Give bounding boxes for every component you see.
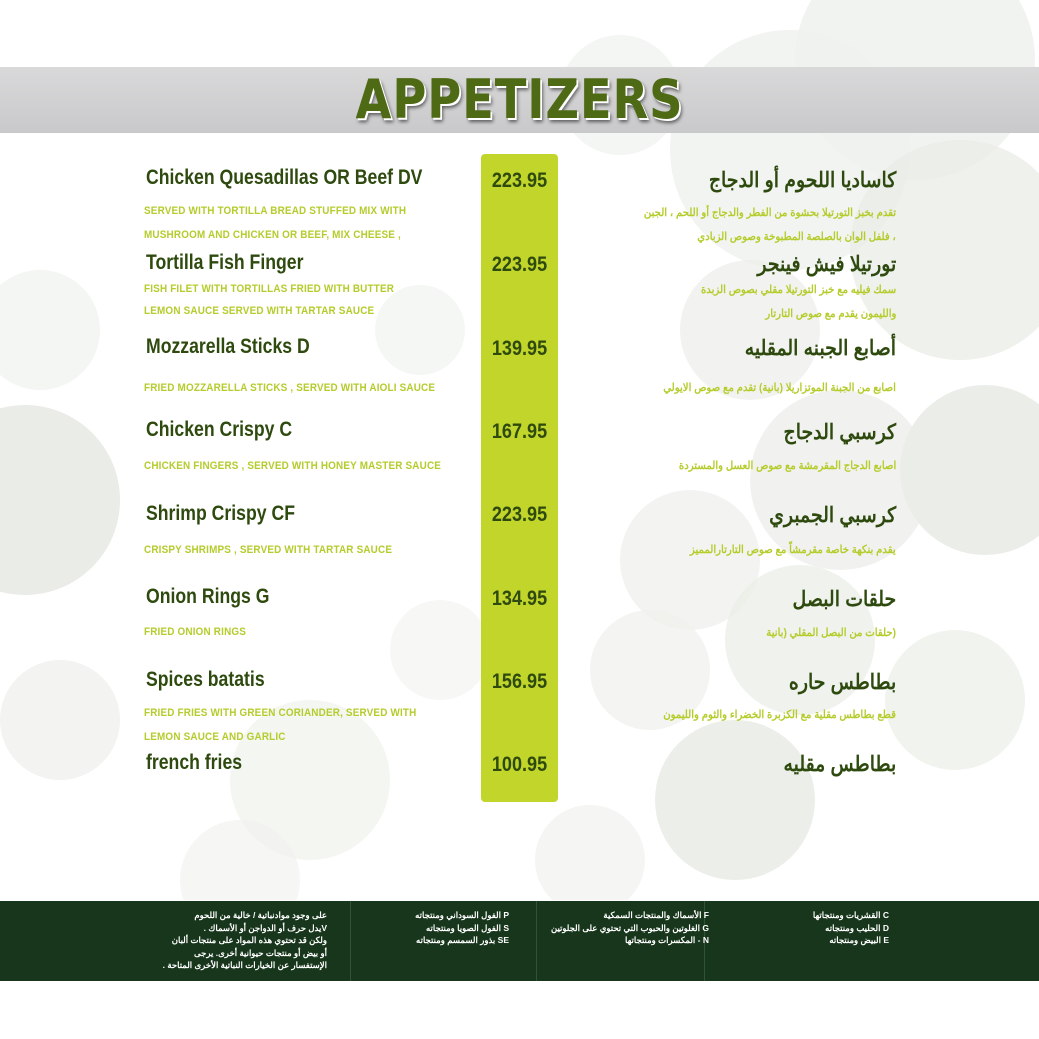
menu-item-description-ar: يقدم بنكهة خاصة مقرمشاً مع صوص التارتارالمميز bbox=[690, 544, 896, 556]
footer-divider bbox=[536, 901, 537, 981]
menu-item-description: FRIED ONION RINGS bbox=[144, 626, 247, 638]
menu-item-name-ar: كرسبي الدجاج bbox=[783, 421, 896, 444]
allergen-entry: E البيض ومنتجاته bbox=[829, 935, 889, 945]
menu-item-name: Chicken Crispy C bbox=[146, 418, 293, 441]
menu-item-description: MUSHROOM AND CHICKEN OR BEEF, MIX CHEESE , bbox=[144, 229, 401, 241]
allergen-entry: C القشريات ومنتجاتها bbox=[812, 910, 889, 920]
menu-item-description: FISH FILET WITH TORTILLAS FRIED WITH BUTTER bbox=[144, 283, 395, 295]
allergen-entry: P الفول السوداني ومنتجاته bbox=[415, 910, 509, 920]
menu-item-name-ar: كرسبي الجمبري bbox=[768, 504, 896, 527]
menu-item-price: 100.95 bbox=[491, 753, 548, 776]
page-title: APPETIZERS bbox=[355, 68, 684, 131]
menu-item-price: 223.95 bbox=[491, 253, 548, 276]
menu-item-description-ar: (حلقات من البصل المقلي (بانية bbox=[766, 627, 896, 639]
menu-item-name-ar: كاساديا اللحوم أو الدجاج bbox=[708, 169, 896, 192]
note-line: على وجود موادنباتية / خالية من اللحوم bbox=[194, 910, 327, 920]
menu-item-description: SERVED WITH TORTILLA BREAD STUFFED MIX WITH bbox=[144, 205, 407, 217]
menu-item-name: Chicken Quesadillas OR Beef DV bbox=[146, 166, 423, 189]
footer-divider bbox=[350, 901, 351, 981]
menu-item-name: Spices batatis bbox=[146, 668, 265, 691]
menu-item-price: 223.95 bbox=[491, 169, 548, 192]
menu-item-description: LEMON SAUCE AND GARLIC bbox=[144, 731, 286, 743]
menu-item-name: Mozzarella Sticks D bbox=[146, 335, 310, 358]
allergen-legend-column bbox=[551, 909, 709, 947]
allergen-entry: S الفول الصويا ومنتجاته bbox=[425, 922, 509, 933]
menu-item-description: CHICKEN FINGERS , SERVED WITH HONEY MASTER SAUCE bbox=[144, 460, 442, 472]
vegetarian-note bbox=[163, 909, 327, 972]
menu-item-name-ar: أصابع الجبنه المقليه bbox=[744, 337, 896, 360]
menu-item-price: 139.95 bbox=[491, 337, 548, 360]
menu-item-description-ar: اصابع الدجاج المقرمشة مع صوص العسل والمستردة bbox=[678, 460, 896, 472]
menu-item-description: FRIED FRIES WITH GREEN CORIANDER, SERVED WITH bbox=[144, 707, 417, 719]
menu-item-description-ar: قطع بطاطس مقلية مع الكزبرة الخضراء والثوم والليمون bbox=[663, 709, 896, 721]
allergen-entry: F الأسماك والمنتجات السمكية bbox=[603, 910, 709, 920]
allergen-entry: D الحليب ومنتجاته bbox=[825, 922, 889, 933]
menu-item-name: Tortilla Fish Finger bbox=[146, 251, 304, 274]
menu-item-name: french fries bbox=[146, 751, 243, 774]
menu-item-price: 134.95 bbox=[491, 587, 548, 610]
menu-item-name-ar: حلقات البصل bbox=[792, 588, 896, 611]
menu-item-description-ar: تقدم بخبز التورتيلا بحشوة من الفطر والدجاج أو اللحم ، الجبن bbox=[643, 207, 896, 219]
menu-item-price: 167.95 bbox=[491, 420, 548, 443]
menu-item-name: Shrimp Crispy CF bbox=[146, 502, 295, 525]
allergen-legend-column bbox=[813, 909, 889, 947]
menu-item-price: 223.95 bbox=[491, 503, 548, 526]
menu-item-description-ar: سمك فيليه مع خبز التورتيلا مقلي بصوص الزبدة bbox=[700, 284, 896, 296]
note-line: ولكن قد تحتوي هذه المواد على منتجات ألبان bbox=[171, 935, 327, 945]
note-line: الإستفسار عن الخيارات النباتية الأخرى المتاحة . bbox=[162, 960, 327, 970]
price-column-bar bbox=[481, 154, 558, 802]
menu-item-description-ar: اصابع من الجبنة الموتزاريلا (بانية) تقدم مع صوص الايولي bbox=[663, 382, 896, 394]
menu-item-description: CRISPY SHRIMPS , SERVED WITH TARTAR SAUCE bbox=[144, 544, 393, 556]
allergen-footer bbox=[0, 901, 1039, 981]
menu-item-description: LEMON SAUCE SERVED WITH TARTAR SAUCE bbox=[144, 305, 375, 317]
allergen-legend-column bbox=[415, 909, 509, 947]
menu-item-description: FRIED MOZZARELLA STICKS , SERVED WITH AIOLI SAUCE bbox=[144, 382, 436, 394]
menu-item-name: Onion Rings G bbox=[146, 585, 270, 608]
note-line: أو بيض أو منتجات حيوانية أخرى. يرجى bbox=[194, 947, 327, 958]
menu-item-description-ar: ، فلفل الوان بالصلصة المطبوخة وصوص الزبادي bbox=[697, 231, 896, 243]
note-line: Vيدل حرف أو الدواجن أو الأسماك . bbox=[203, 922, 327, 933]
allergen-entry: G الغلوتين والحبوب التي تحتوي على الجلوتين bbox=[550, 922, 709, 933]
allergen-entry: SE بذور السمسم ومنتجاته bbox=[416, 935, 509, 945]
menu-item-description-ar: والليمون يقدم مع صوص التارتار bbox=[764, 308, 896, 320]
menu-item-price: 156.95 bbox=[491, 670, 548, 693]
menu-item-name-ar: بطاطس مقليه bbox=[783, 753, 896, 776]
menu-item-name-ar: تورتيلا فيش فينجر bbox=[757, 253, 896, 276]
allergen-entry: N - المكسرات ومنتجاتها bbox=[625, 935, 709, 945]
menu-item-name-ar: بطاطس حاره bbox=[788, 671, 896, 694]
